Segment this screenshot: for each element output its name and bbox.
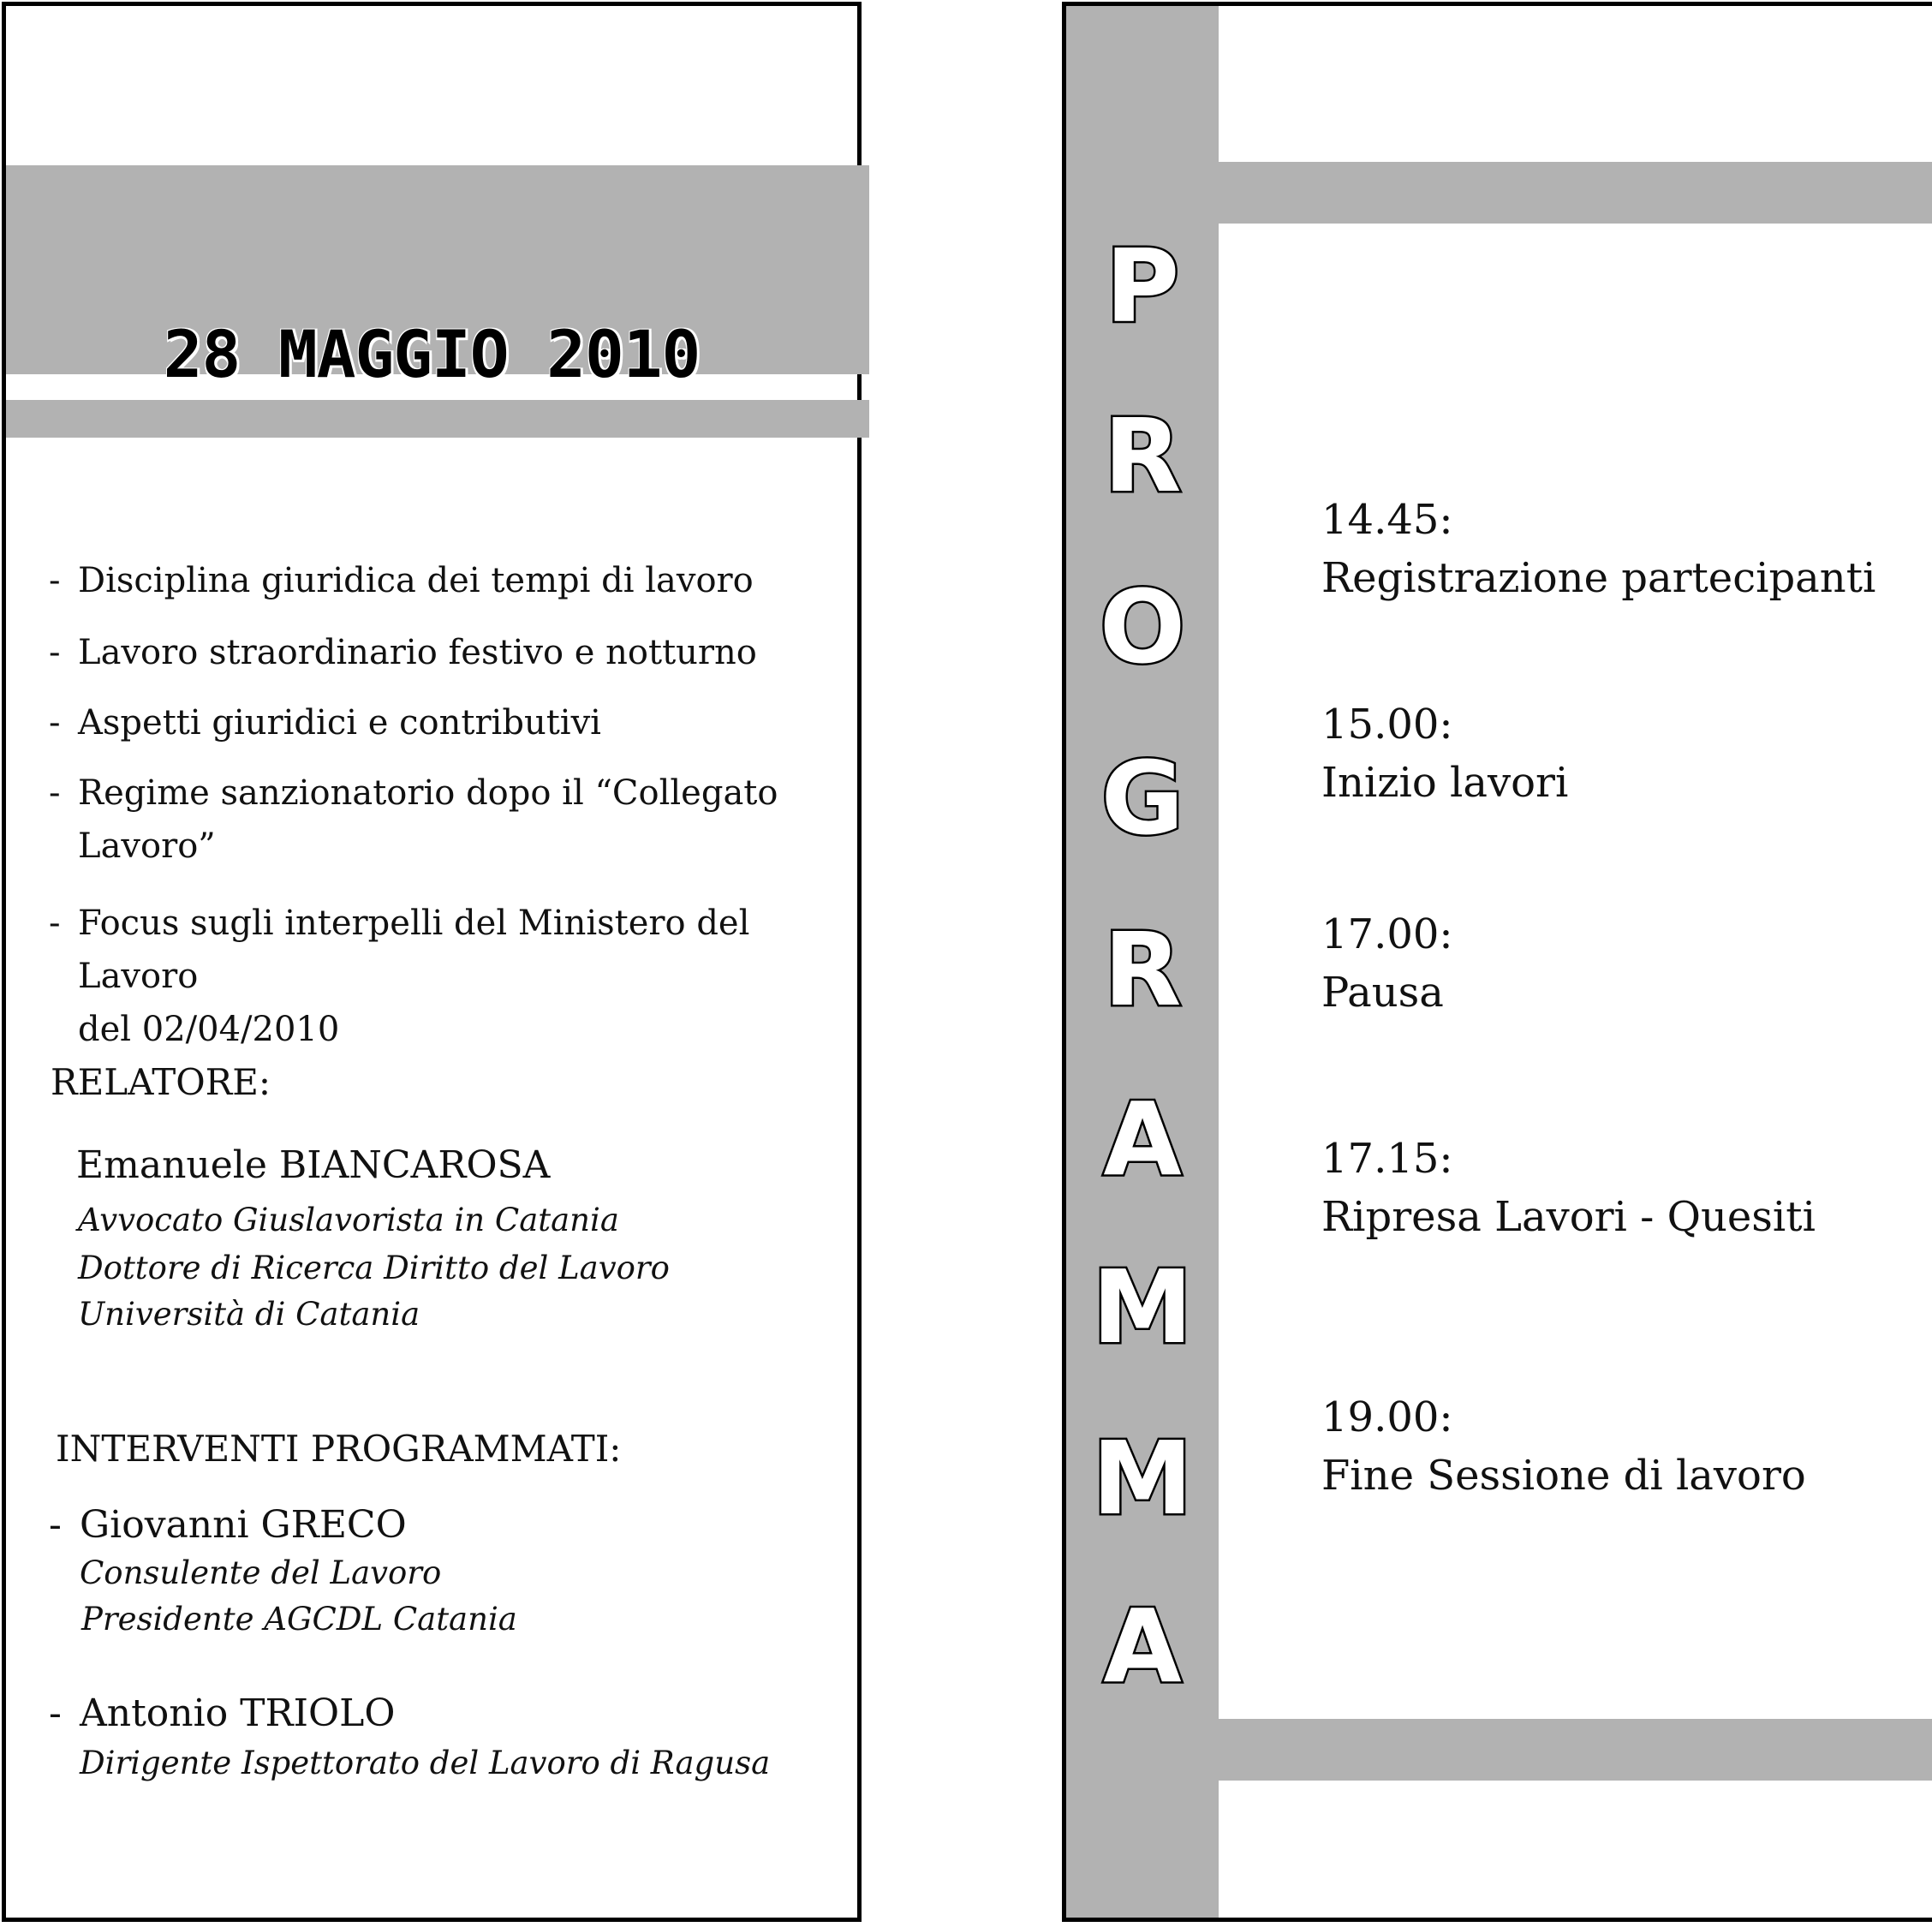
relatore-role: Avvocato Giuslavorista in Catania <box>78 1202 619 1238</box>
topic-text-continuation: del 02/04/2010 <box>78 1010 340 1049</box>
programma-vertical-title <box>1066 6 1219 1918</box>
title-letter: M <box>1092 1248 1193 1366</box>
bullet-dash: - <box>49 904 61 943</box>
topic-text: Lavoro straordinario festivo e notturno <box>78 633 757 672</box>
relatore-name: Emanuele BIANCAROSA <box>76 1143 551 1187</box>
topic-item <box>49 554 862 607</box>
header-underline-band <box>6 400 869 438</box>
schedule-description: Pausa <box>1321 969 1444 1017</box>
intervento-role: Presidente AGCDL Catania <box>81 1601 517 1638</box>
title-letter: R <box>1103 397 1182 515</box>
topic-text: Regime sanzionatorio dopo il “Collegato Lavoro” <box>78 773 778 866</box>
schedule-item <box>1321 1130 1816 1246</box>
topic-item <box>49 767 862 873</box>
schedule-item <box>1321 905 1453 1022</box>
bullet-dash: - <box>49 633 61 672</box>
intervento-role: Dirigente Ispettorato del Lavoro di Ragusa <box>80 1745 771 1781</box>
schedule-item <box>1321 695 1568 812</box>
schedule-time: 14.45: <box>1321 496 1453 544</box>
relatore-heading: RELATORE: <box>51 1061 271 1103</box>
topic-item <box>49 897 862 1056</box>
topic-item <box>49 626 862 679</box>
topic-text: Focus sugli interpelli del Ministero del Lavoro <box>78 904 750 996</box>
schedule-item <box>1321 491 1875 607</box>
bullet-dash: - <box>49 1691 62 1735</box>
intervento-name: Antonio TRIOLO <box>80 1691 396 1735</box>
topic-item <box>49 696 862 749</box>
left-panel <box>2 2 862 1922</box>
intervento-role: Consulente del Lavoro <box>80 1554 442 1591</box>
bullet-dash: - <box>49 703 61 743</box>
bullet-dash: - <box>49 773 61 813</box>
event-date-title: 28 MAGGIO 2010 <box>163 316 701 392</box>
topics-list <box>49 554 862 1056</box>
topic-text: Aspetti giuridici e contributivi <box>78 703 601 743</box>
relatore-role: Università di Catania <box>78 1296 420 1333</box>
schedule-item <box>1321 1388 1806 1505</box>
title-letter: O <box>1099 568 1186 686</box>
title-letter: M <box>1092 1419 1193 1537</box>
schedule-description: Ripresa Lavori - Quesiti <box>1321 1193 1816 1241</box>
title-letter: G <box>1100 739 1184 857</box>
schedule-description: Fine Sessione di lavoro <box>1321 1452 1806 1500</box>
title-letter: A <box>1103 1587 1182 1705</box>
schedule-time: 15.00: <box>1321 701 1453 749</box>
right-panel <box>1062 2 1932 1922</box>
schedule-description: Registrazione partecipanti <box>1321 554 1876 602</box>
schedule-time: 17.00: <box>1321 910 1453 958</box>
bottom-horizontal-band <box>1219 1719 1932 1781</box>
schedule-time: 19.00: <box>1321 1393 1453 1441</box>
schedule-time: 17.15: <box>1321 1135 1453 1183</box>
interventi-heading: INTERVENTI PROGRAMMATI: <box>56 1428 622 1470</box>
bullet-dash: - <box>49 1503 62 1547</box>
bullet-dash: - <box>49 561 61 600</box>
schedule-description: Inizio lavori <box>1321 759 1569 807</box>
title-letter: A <box>1103 1080 1182 1198</box>
relatore-role: Dottore di Ricerca Diritto del Lavoro <box>78 1250 670 1286</box>
intervento-name: Giovanni GRECO <box>80 1503 407 1547</box>
top-horizontal-band <box>1219 162 1932 224</box>
topic-text: Disciplina giuridica dei tempi di lavoro <box>78 561 754 600</box>
title-letter: R <box>1103 910 1182 1029</box>
title-letter: P <box>1105 227 1180 345</box>
